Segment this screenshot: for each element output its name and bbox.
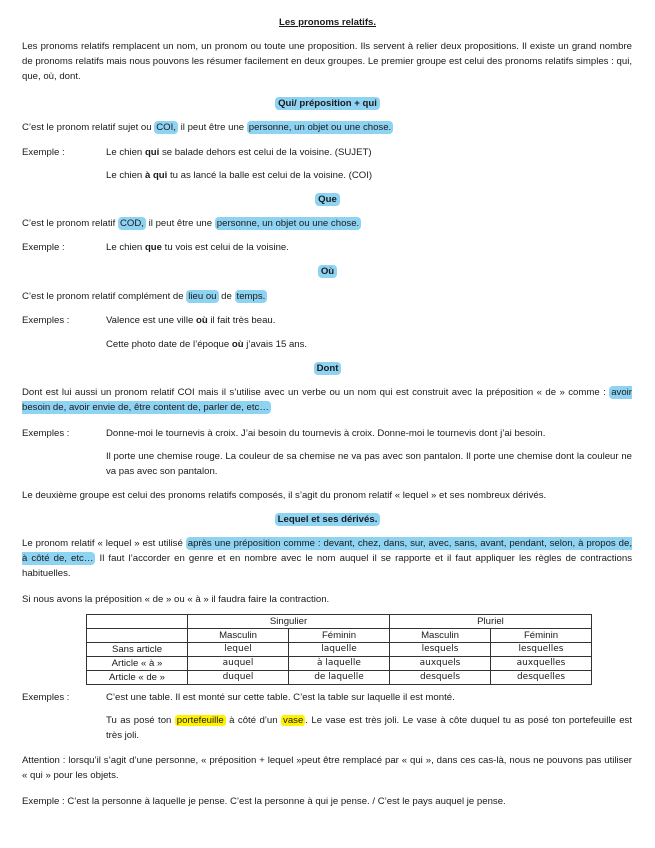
example-sentence: Le chien à qui tu as lancé la balle est celui de la voisine. (COI) xyxy=(106,170,373,181)
table-cell: de laquelle xyxy=(289,671,390,685)
highlight: vase xyxy=(283,715,304,726)
final-example: Exemple : C’est la personne à laquelle je pense. C’est la personne à qui je pense. / C’est le pays auquel je pense. xyxy=(22,796,506,807)
example-sentence: Tu as posé ton portefeuille à côté d’un vase . Le vase est très joli. Le vase à côte duquel tu as posé ton portefeuille est très joli. xyxy=(106,715,633,741)
table-cell: laquelle xyxy=(289,643,390,657)
example-sentence: Valence est une ville où il fait très beau. xyxy=(106,315,276,326)
example-sentence: C’est une table. Il est monté sur cette table. C’est la table sur laquelle il est monté. xyxy=(106,692,455,703)
highlight: personne, un objet ou une chose. xyxy=(216,218,360,229)
highlight: après une préposition comme : devant, chez, dans, sur, avec, sans, avant, pendant, selon, à propos de, à côté de, etc… xyxy=(22,538,632,564)
ou-definition: C’est le pronom relatif complément de lieu ou de temps. xyxy=(22,291,266,302)
highlight: lieu ou xyxy=(188,291,217,302)
table-cell: lequel xyxy=(188,643,289,657)
attention-note: Attention : lorsqu’il s’agit d’une personne, « préposition + lequel »peut être remplacé par « qui », dans ces cas-là, nous ne pouvons pas utiliser « qui » pour les objets. xyxy=(22,755,632,781)
table-header: Pluriel xyxy=(390,615,592,629)
table-cell: duquel xyxy=(188,671,289,685)
table-header: Féminin xyxy=(491,629,592,643)
section-heading-dont: Dont xyxy=(314,362,342,375)
section-heading-que: Que xyxy=(315,193,340,206)
row-label: Article « à » xyxy=(87,657,188,671)
row-label: Sans article xyxy=(87,643,188,657)
highlight: portefeuille xyxy=(176,715,224,726)
table-cell: auxquelles xyxy=(491,657,592,671)
table-row xyxy=(87,643,592,657)
example-label: Exemple : xyxy=(22,147,65,158)
table-cell: desquelles xyxy=(491,671,592,685)
table-cell: lesquelles xyxy=(491,643,592,657)
table-header: Singulier xyxy=(188,615,390,629)
table-header: Masculin xyxy=(390,629,491,643)
section-heading-lequel: Lequel et ses dérivés. xyxy=(275,513,381,526)
highlight: temps. xyxy=(236,291,266,302)
example-sentence: Il porte une chemise rouge. La couleur de sa chemise ne va pas avec son pantalon. Il porte une chemise dont la couleur ne va pas avec son pantalon. xyxy=(106,451,632,477)
highlight: personne, un objet ou une chose. xyxy=(248,122,392,133)
example-label: Exemple : xyxy=(22,242,65,253)
example-label: Exemples : xyxy=(22,428,70,439)
page-title: Les pronoms relatifs. xyxy=(278,17,377,28)
example-label: Exemples : xyxy=(22,315,70,326)
row-label: Article « de » xyxy=(87,671,188,685)
table-header: Masculin xyxy=(188,629,289,643)
highlight: COD, xyxy=(119,218,144,229)
intro-paragraph: Les pronoms relatifs remplacent un nom, un pronom ou toute une proposition. Ils servent à relier deux propositions. Il existe un grand nombre de pronoms relatifs mais nous pouvons les résumer facilement en deux groupes. Le premier groupe est celui des pronoms relatifs simples : qui, que, où, dont. xyxy=(22,41,632,82)
que-definition: C’est le pronom relatif COD, il peut être une personne, un objet ou une chose. xyxy=(22,218,360,229)
table-cell: desquels xyxy=(390,671,491,685)
section-heading-ou: Où xyxy=(318,265,337,278)
example-sentence: Le chien que tu vois est celui de la voisine. xyxy=(106,242,289,253)
lequel-definition: Le pronom relatif « lequel » est utilisé après une préposition comme : devant, chez, dans, sur, avec, sans, avant, pendant, selon, à propos de, à côté de, etc… Il faut l’accorder en genre et en nombre avec le nom auquel il se rapporte et il faut appliquer les règles de contractions habituelles. xyxy=(22,538,632,579)
table-row xyxy=(87,657,592,671)
table-header: Féminin xyxy=(289,629,390,643)
group2-paragraph: Le deuxième groupe est celui des pronoms relatifs composés, il s’agit du pronom relatif « lequel » et ses nombreux dérivés. xyxy=(22,490,547,501)
lequel-table xyxy=(86,614,592,685)
contraction-note: Si nous avons la préposition « de » ou « à » il faudra faire la contraction. xyxy=(22,594,330,605)
table-cell: auxquels xyxy=(390,657,491,671)
example-label: Exemples : xyxy=(22,692,70,703)
qui-definition: C’est le pronom relatif sujet ou COI, il peut être une personne, un objet ou une chose. xyxy=(22,122,392,133)
highlight: COI, xyxy=(156,122,176,133)
table-cell: lesquels xyxy=(390,643,491,657)
table-cell: auquel xyxy=(188,657,289,671)
table-cell: à laquelle xyxy=(289,657,390,671)
highlight: avoir besoin de, avoir envie de, être content de, parler de, etc… xyxy=(22,387,632,413)
section-heading-qui: Qui/ préposition + qui xyxy=(275,97,380,110)
example-sentence: Cette photo date de l’époque où j’avais 15 ans. xyxy=(106,339,308,350)
table-row xyxy=(87,671,592,685)
dont-definition: Dont est lui aussi un pronom relatif COI mais il s’utilise avec un verbe ou un nom qui est construit avec la préposition « de » comme : avoir besoin de, avoir envie de, être content de, parler de, etc… xyxy=(22,387,632,413)
example-sentence: Le chien qui se balade dehors est celui de la voisine. (SUJET) xyxy=(106,147,372,158)
example-sentence: Donne-moi le tournevis à croix. J’ai besoin du tournevis à croix. Donne-moi le tournevis dont j’ai besoin. xyxy=(106,428,546,439)
